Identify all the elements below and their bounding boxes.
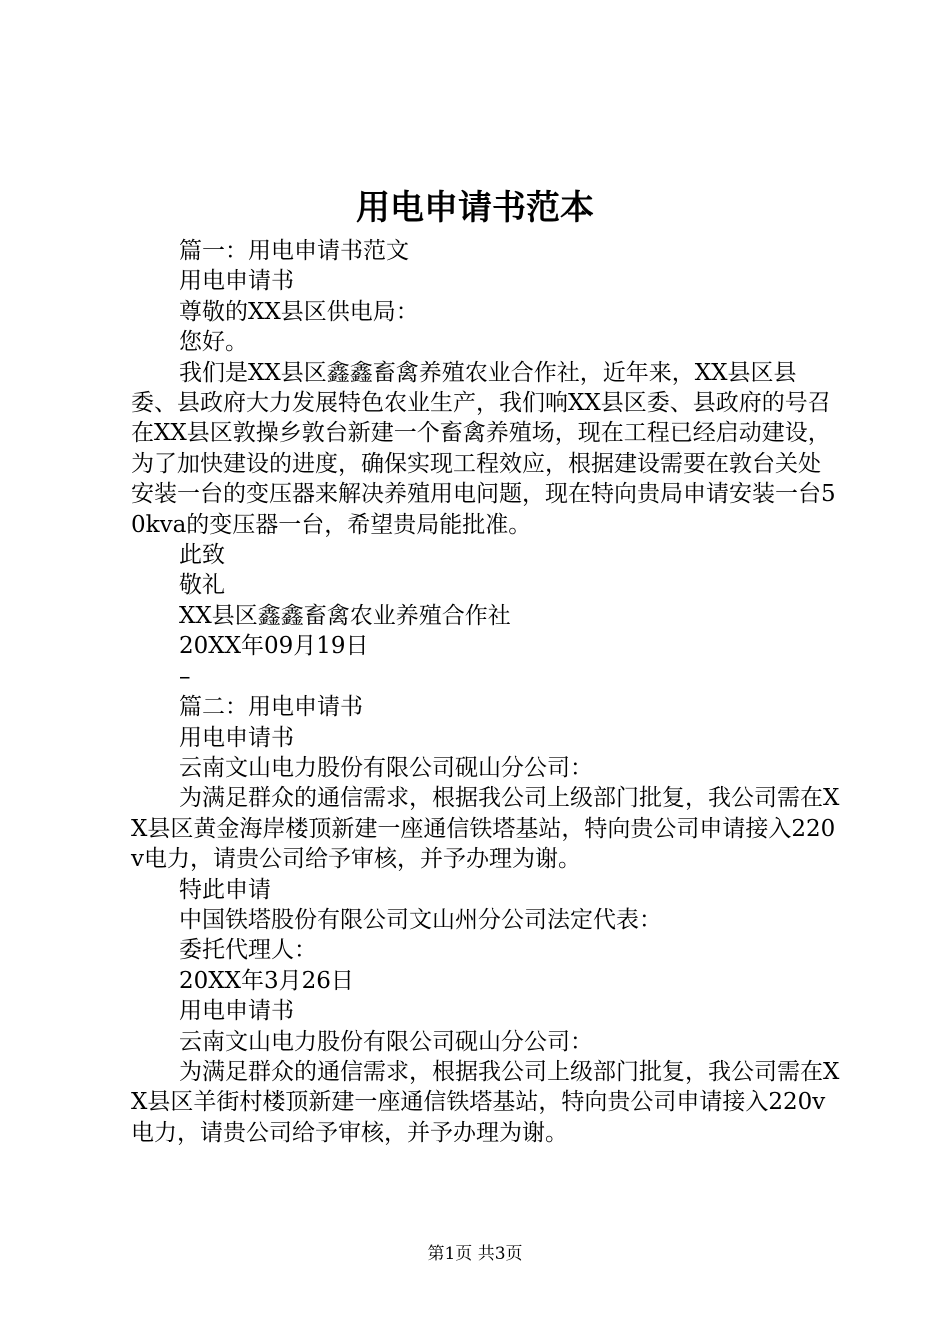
section1-body: 我们是XX县区鑫鑫畜禽养殖农业合作社，近年来，XX县区县委、县政府大力发展特色农业生产，我们响XX县区委、县政府的号召在XX县区敦操乡敦台新建一个畜禽养殖场，现在工程已经启动建设，为了加快建设的进度，确保实现工程效应，根据建设需要在敦台关处安装一台的变压器来解决养殖用电问题，现在特向贵局申请安装一台50kva的变压器一台，希望贵局能批准。 (131, 359, 836, 538)
section1-salutation: 尊敬的XX县区供电局： (179, 298, 419, 325)
section2-closing: 特此申请 (179, 876, 271, 903)
section1-doc-title: 用电申请书 (179, 268, 294, 295)
section-separator: – (179, 663, 191, 690)
section1-closing2: 敬礼 (179, 572, 225, 599)
section2-heading: 篇二：用电申请书 (179, 694, 363, 721)
section1-greeting: 您好。 (179, 329, 248, 356)
section2-agent: 委托代理人： (179, 937, 317, 964)
section1-closing1: 此致 (179, 542, 225, 569)
section2-date: 20XX年3月26日 (179, 967, 354, 994)
section3-doc-title: 用电申请书 (179, 998, 294, 1025)
section1-heading: 篇一：用电申请书范文 (179, 238, 409, 264)
section2-recipient: 云南文山电力股份有限公司砚山分公司： (179, 754, 593, 781)
section3-recipient: 云南文山电力股份有限公司砚山分公司： (179, 1028, 593, 1055)
page-footer: 第1页 共3页 (427, 1244, 523, 1264)
section2-doc-title: 用电申请书 (179, 724, 294, 751)
section2-applicant: 中国铁塔股份有限公司文山州分公司法定代表： (179, 906, 662, 933)
section1-date: 20XX年09月19日 (179, 633, 369, 660)
section1-signature: XX县区鑫鑫畜禽农业养殖合作社 (179, 602, 511, 629)
section2-body: 为满足群众的通信需求，根据我公司上级部门批复，我公司需在XX县区黄金海岸楼顶新建一座通信铁塔基站，特向贵公司申请接入220v电力，请贵公司给予审核，并予办理为谢。 (131, 785, 840, 873)
document-body (131, 236, 841, 1148)
section3-body: 为满足群众的通信需求，根据我公司上级部门批复，我公司需在XX县区羊街村楼顶新建一座通信铁塔基站，特向贵公司申请接入220v电力，请贵公司给予审核，并予办理为谢。 (131, 1058, 840, 1146)
document-title: 用电申请书范本 (356, 188, 594, 228)
